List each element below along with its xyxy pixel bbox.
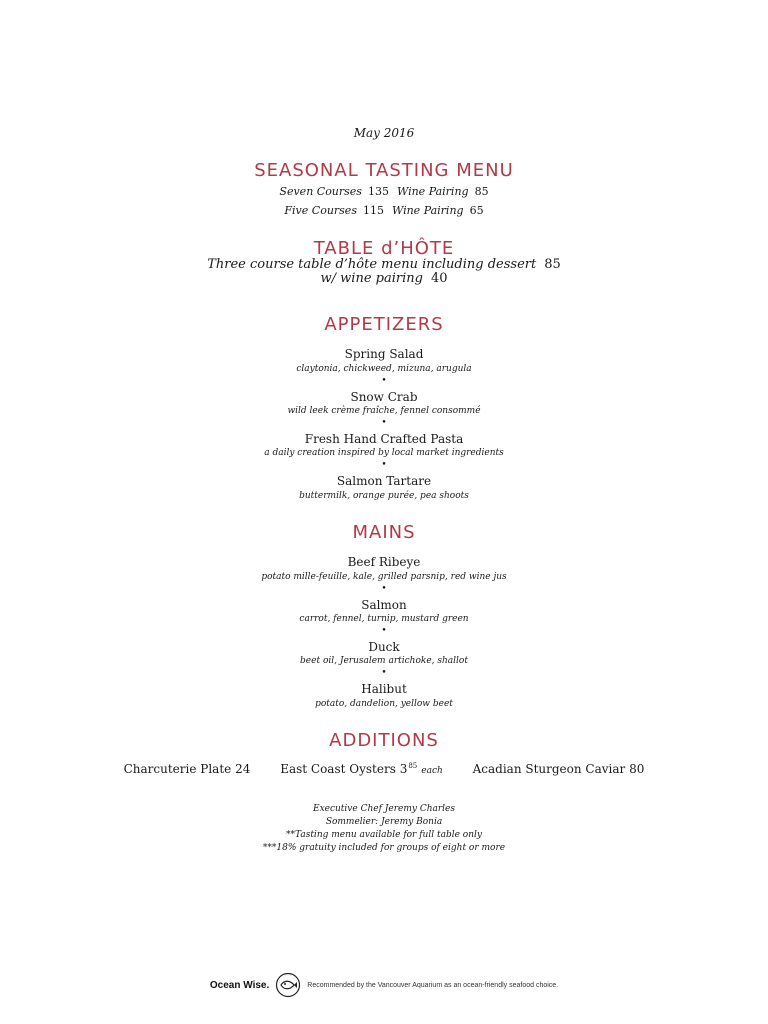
oysters-price-cents: 85 bbox=[408, 762, 418, 770]
separator-dot: • bbox=[381, 626, 387, 636]
main-desc: potato, dandelion, yellow beet bbox=[315, 699, 453, 709]
caviar-price: 80 bbox=[629, 762, 645, 776]
charcuterie-price: 24 bbox=[235, 762, 251, 776]
pairing-label: Wine Pairing bbox=[391, 204, 464, 217]
additions-heading: ADDITIONS bbox=[329, 730, 439, 751]
main-name: Halibut bbox=[361, 682, 407, 696]
oysters-price: 3 bbox=[399, 762, 408, 776]
executive-chef: Executive Chef Jeremy Charles bbox=[313, 804, 455, 814]
main-name: Duck bbox=[368, 640, 400, 654]
caviar-label: Acadian Sturgeon Caviar bbox=[472, 762, 626, 776]
separator-dot: • bbox=[381, 668, 387, 678]
appetizer-name: Salmon Tartare bbox=[336, 474, 432, 488]
wine-pairing-price: 40 bbox=[430, 271, 448, 286]
main-name: Salmon bbox=[361, 598, 407, 612]
appetizer-desc: buttermilk, orange purée, pea shoots bbox=[299, 491, 469, 501]
ocean-wise-tagline: Recommended by the Vancouver Aquarium as an ocean-friendly seafood choice. bbox=[307, 981, 559, 989]
course-label: Seven Courses bbox=[279, 185, 362, 198]
table-dhote-heading: TABLE d’HÔTE bbox=[313, 238, 455, 259]
pairing-price: 85 bbox=[474, 185, 489, 198]
appetizer-desc: wild leek crème fraîche, fennel consommé bbox=[287, 406, 481, 416]
footer-notes bbox=[0, 803, 768, 855]
table-dhote-price: 85 bbox=[544, 257, 561, 272]
ocean-wise-logo: Ocean Wise. bbox=[209, 979, 270, 991]
table-dhote-line bbox=[0, 258, 768, 272]
course-price: 115 bbox=[362, 204, 384, 217]
menu-date: May 2016 bbox=[353, 126, 415, 140]
appetizer-desc: a daily creation inspired by local market ingredients bbox=[264, 448, 504, 458]
main-desc: potato mille-feuille, kale, grilled parsnip, red wine jus bbox=[261, 572, 507, 582]
additions-row bbox=[0, 762, 768, 776]
ocean-wise-footer bbox=[0, 972, 768, 998]
appetizers-heading: APPETIZERS bbox=[324, 314, 444, 335]
fish-icon bbox=[275, 972, 301, 998]
appetizer-name: Snow Crab bbox=[350, 390, 418, 404]
sommelier: Sommelier: Jeremy Bonia bbox=[325, 817, 443, 827]
tasting-line-five bbox=[0, 204, 768, 217]
main-desc: beet oil, Jerusalem artichoke, shallot bbox=[300, 656, 468, 666]
gratuity-note: ***18% gratuity included for groups of eight or more bbox=[262, 843, 506, 853]
separator-dot: • bbox=[381, 460, 387, 470]
table-dhote-text: Three course table d’hôte menu including dessert bbox=[207, 257, 537, 272]
pairing-price: 65 bbox=[469, 204, 484, 217]
wine-pairing-line bbox=[0, 272, 768, 286]
mains-heading: MAINS bbox=[352, 522, 416, 543]
course-price: 135 bbox=[367, 185, 389, 198]
separator-dot: • bbox=[381, 418, 387, 428]
main-name: Beef Ribeye bbox=[347, 555, 421, 569]
tasting-menu-heading: SEASONAL TASTING MENU bbox=[254, 160, 514, 181]
appetizer-name: Fresh Hand Crafted Pasta bbox=[304, 432, 464, 446]
oysters-label: East Coast Oysters bbox=[280, 762, 396, 776]
separator-dot: • bbox=[381, 584, 387, 594]
pairing-label: Wine Pairing bbox=[396, 185, 469, 198]
wine-pairing-text: w/ wine pairing bbox=[320, 271, 423, 286]
tasting-note: **Tasting menu available for full table only bbox=[286, 830, 482, 840]
oysters-each: each bbox=[421, 766, 443, 776]
course-label: Five Courses bbox=[284, 204, 357, 217]
separator-dot: • bbox=[381, 376, 387, 386]
appetizer-name: Spring Salad bbox=[344, 347, 424, 361]
appetizer-desc: claytonia, chickweed, mizuna, arugula bbox=[296, 364, 472, 374]
tasting-line-seven bbox=[0, 185, 768, 198]
charcuterie-label: Charcuterie Plate bbox=[123, 762, 232, 776]
main-desc: carrot, fennel, turnip, mustard green bbox=[299, 614, 469, 624]
